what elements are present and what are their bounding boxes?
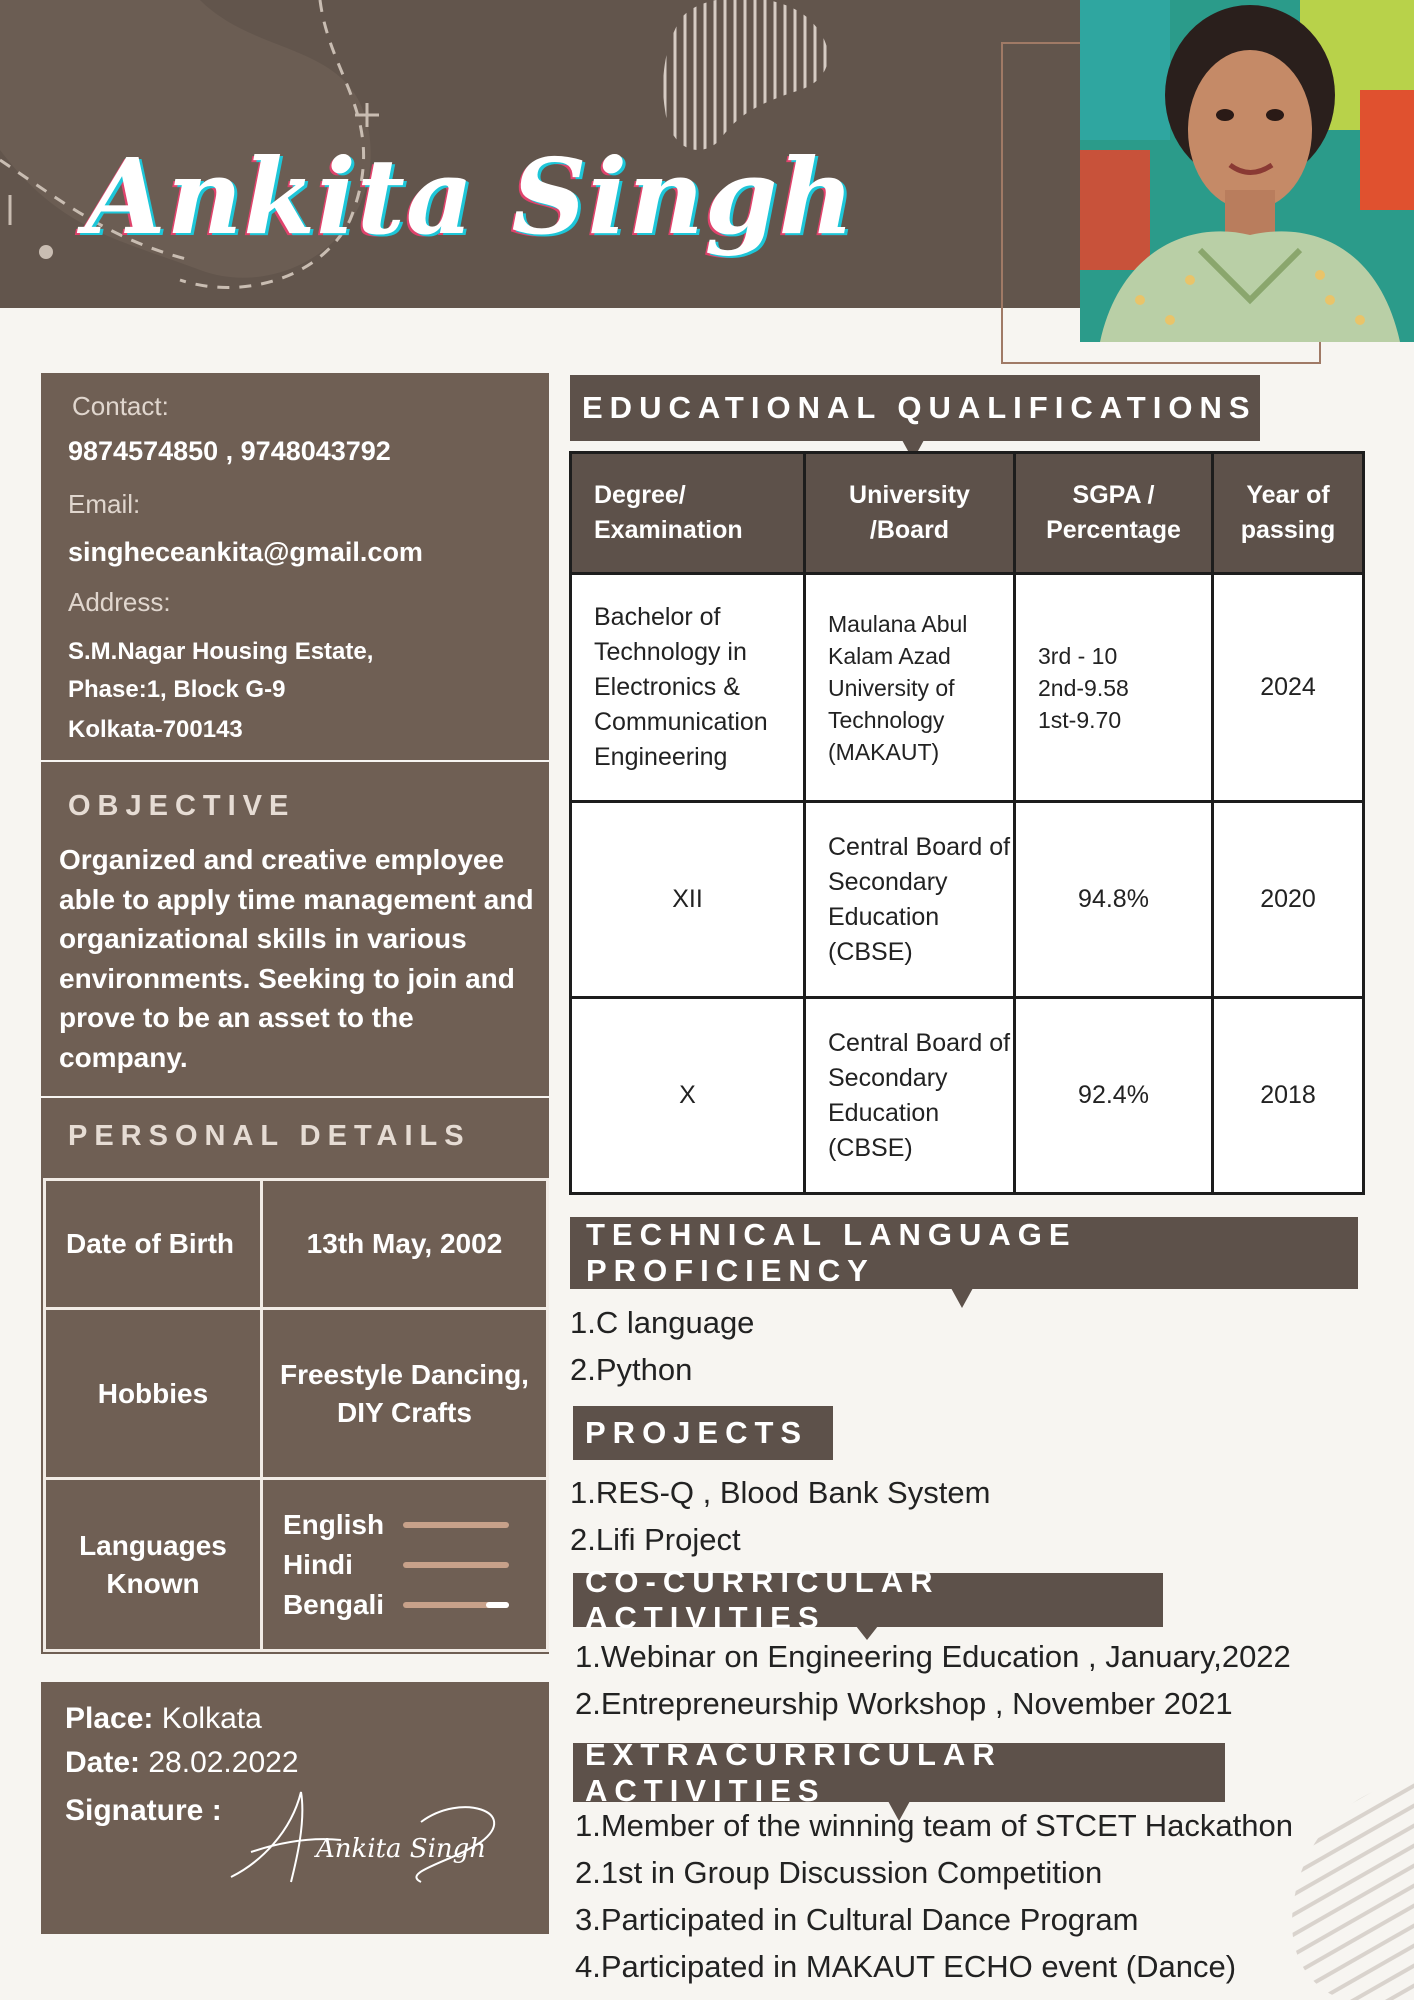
list-item: 1.Member of the winning team of STCET Hackathon [575, 1808, 1293, 1843]
table-row [45, 1180, 548, 1309]
extracurricular-heading: EXTRACURRICULAR ACTIVITIES [573, 1743, 1225, 1802]
languages-list [283, 1505, 545, 1625]
address-line-1: S.M.Nagar Housing Estate, [68, 638, 374, 665]
language-name: Hindi [282, 1548, 353, 1580]
hobbies-value: Freestyle Dancing, DIY Crafts [261, 1309, 547, 1479]
score-line: 1st-9.70 [1038, 706, 1122, 733]
email-address: singheceankita@gmail.com [68, 537, 423, 567]
board-cell: Central Board of Secondary Education (CBSE) [805, 802, 1015, 998]
list-item: 2.Python [570, 1352, 693, 1387]
table-row [571, 802, 1364, 998]
personal-details-heading: PERSONAL DETAILS [68, 1120, 471, 1152]
signature-text: Ankita Singh [316, 1834, 487, 1864]
list-item: 2.1st in Group Discussion Competition [575, 1855, 1103, 1890]
list-item: 1.C language [570, 1305, 755, 1340]
technical-list [570, 1299, 754, 1393]
year-cell: 2018 [1213, 998, 1364, 1194]
language-level-fill [486, 1602, 509, 1608]
col-board: University /Board [805, 453, 1015, 574]
list-item: 2.Lifi Project [570, 1522, 741, 1557]
cocurricular-heading: CO-CURRICULAR ACTIVITIES [573, 1573, 1163, 1627]
education-table [569, 451, 1365, 1195]
signature-image [221, 1782, 541, 1902]
list-item: 4.Participated in MAKAUT ECHO event (Dance) [575, 1949, 1237, 1984]
personal-details-panel [41, 1098, 549, 1654]
objective-text: Organized and creative employee able to apply time management and organizational skills in various environments. Seeking to join and prove to be an asset to the company. [59, 844, 534, 1073]
candidate-name: Ankita Singh [85, 135, 856, 258]
dob-label: Date of Birth [45, 1180, 262, 1309]
profile-photo [1080, 0, 1414, 342]
table-row [45, 1309, 548, 1479]
cocurricular-list [575, 1633, 1291, 1727]
list-item: 1.Webinar on Engineering Education , January,2022 [575, 1639, 1291, 1674]
heading-pointer [951, 1288, 973, 1308]
col-score: SGPA / Percentage [1015, 453, 1213, 574]
degree-cell: X [571, 998, 805, 1194]
language-level-bar [403, 1562, 509, 1568]
table-row [571, 574, 1364, 802]
language-name: English [282, 1508, 385, 1540]
objective-panel [41, 762, 549, 1096]
languages-label: Languages Known [45, 1479, 262, 1651]
contact-label: Contact: [72, 391, 169, 421]
table-row [45, 1479, 548, 1651]
place-line [65, 1702, 262, 1736]
year-cell: 2024 [1213, 574, 1364, 802]
hobbies-label: Hobbies [45, 1309, 262, 1479]
projects-heading: PROJECTS [573, 1406, 833, 1460]
date-value: 28.02.2022 [148, 1746, 299, 1779]
list-item: 1.RES-Q , Blood Bank System [570, 1475, 991, 1510]
score-cell: 94.8% [1015, 802, 1213, 998]
place-label: Place: [65, 1702, 154, 1735]
language-item [283, 1505, 545, 1545]
year-cell: 2020 [1213, 802, 1364, 998]
language-item [283, 1545, 545, 1585]
table-header-row [571, 453, 1364, 574]
score-line: 3rd - 10 [1038, 642, 1118, 669]
language-name: Bengali [282, 1588, 385, 1620]
personal-details-table [43, 1178, 549, 1652]
dob-value: 13th May, 2002 [261, 1180, 547, 1309]
languages-value [261, 1479, 547, 1651]
projects-list [570, 1469, 990, 1563]
contact-panel [41, 373, 549, 760]
technical-heading: TECHNICAL LANGUAGE PROFICIENCY [570, 1217, 1358, 1289]
address-line-3: Kolkata-700143 [68, 716, 243, 743]
language-item [283, 1585, 545, 1625]
objective-heading: OBJECTIVE [68, 790, 296, 822]
address-line-2: Phase:1, Block G-9 [68, 676, 286, 703]
language-level-bar [403, 1522, 509, 1528]
list-item: 2.Entrepreneurship Workshop , November 2021 [575, 1686, 1233, 1721]
place-value: Kolkata [161, 1702, 262, 1735]
col-year: Year of passing [1213, 453, 1364, 574]
col-degree: Degree/ Examination [571, 453, 805, 574]
degree-cell: XII [571, 802, 805, 998]
score-cell [1015, 574, 1213, 802]
education-heading: EDUCATIONAL QUALIFICATIONS [570, 375, 1260, 441]
email-label: Email: [68, 489, 141, 519]
board-cell: Maulana Abul Kalam Azad University of Technology (MAKAUT) [805, 574, 1015, 802]
board-cell: Central Board of Secondary Education (CBSE) [805, 998, 1015, 1194]
language-level-bar [403, 1602, 509, 1608]
place-date-signature-panel [41, 1682, 549, 1934]
phone-numbers: 9874574850 , 9748043792 [68, 436, 391, 466]
address-label: Address: [68, 587, 171, 617]
table-row [571, 998, 1364, 1194]
list-item: 3.Participated in Cultural Dance Program [575, 1902, 1139, 1937]
score-cell: 92.4% [1015, 998, 1213, 1194]
signature-label: Signature : [65, 1794, 222, 1827]
score-line: 2nd-9.58 [1038, 674, 1129, 701]
corner-stripe-decoration [1284, 1780, 1414, 2000]
extracurricular-list [575, 1802, 1293, 1990]
date-label: Date: [65, 1746, 141, 1779]
date-line [65, 1746, 299, 1780]
degree-cell: Bachelor of Technology in Electronics & Communication Engineering [571, 574, 805, 802]
